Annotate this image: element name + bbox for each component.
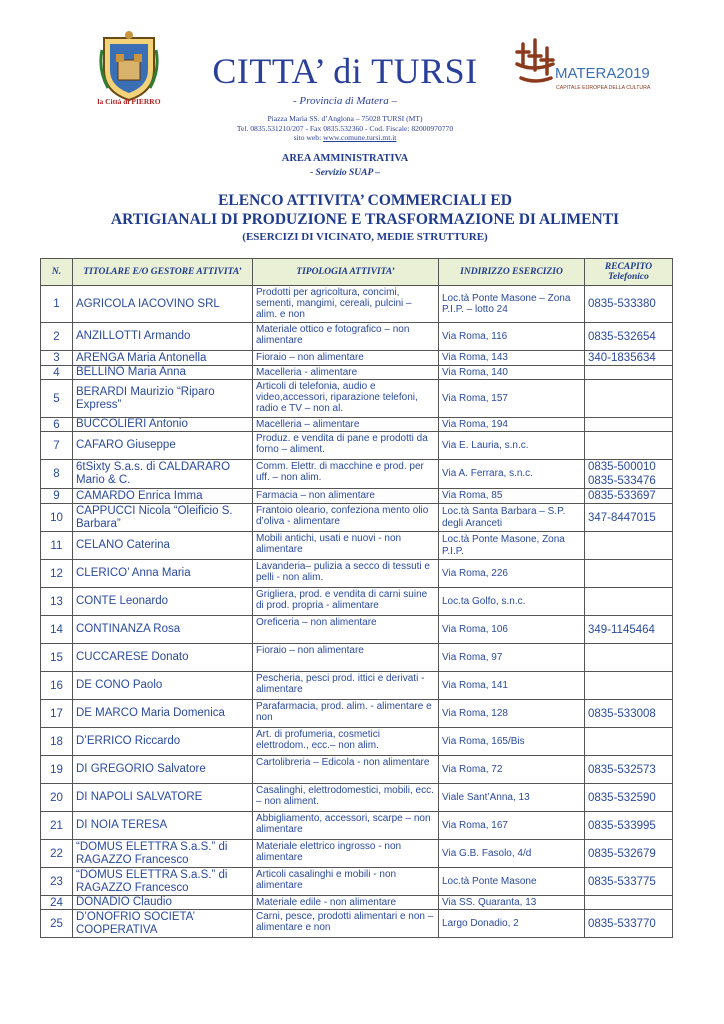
recapito-cell	[585, 418, 673, 432]
tipologia-cell: Comm. Elettr. di macchine e prod. per uff. – non alim.	[253, 460, 439, 489]
recapito-cell: 347-8447015	[585, 504, 673, 532]
recapito-cell	[585, 672, 673, 700]
doc-title-line3: (ESERCIZI DI VICINATO, MEDIE STRUTTURE)	[242, 231, 488, 243]
titolare-cell: BUCCOLIERI Antonio	[73, 418, 253, 432]
recapito-cell	[585, 532, 673, 560]
indirizzo-cell: Via E. Lauria, s.n.c.	[439, 432, 585, 460]
row-number: 2	[41, 323, 73, 351]
table-row	[41, 532, 673, 560]
tipologia-cell: Materiale elettrico ingrosso - non alimentare	[253, 840, 439, 868]
indirizzo-cell: Via G.B. Fasolo, 4/d	[439, 840, 585, 868]
tipologia-cell: Grigliera, prod. e vendita di carni suine di prod. propria - alimentare	[253, 588, 439, 616]
titolare-cell: D’ONOFRIO SOCIETA’ COOPERATIVA	[73, 910, 253, 938]
tipologia-cell: Oreficeria – non alimentare	[253, 616, 439, 644]
row-number: 4	[41, 366, 73, 380]
row-number: 8	[41, 460, 73, 489]
tipologia-cell: Farmacia – non alimentare	[253, 489, 439, 504]
recapito-cell	[585, 380, 673, 418]
area-label: AREA AMMINISTRATIVA	[281, 153, 409, 164]
recapito-cell: 0835-532590	[585, 784, 673, 812]
recapito-cell	[585, 560, 673, 588]
recapito-cell: 0835-533008	[585, 700, 673, 728]
row-number: 20	[41, 784, 73, 812]
row-number: 21	[41, 812, 73, 840]
row-number: 18	[41, 728, 73, 756]
table-row	[41, 616, 673, 644]
titolare-cell: DI NOIA TERESA	[73, 812, 253, 840]
tipologia-cell: Abbigliamento, accessori, scarpe – non alimentare	[253, 812, 439, 840]
tipologia-cell: Produz. e vendita di pane e prodotti da forno – aliment.	[253, 432, 439, 460]
titolare-cell: CLERICO’ Anna Maria	[73, 560, 253, 588]
recapito-cell	[585, 896, 673, 910]
tipologia-cell: Cartolibreria – Edicola - non alimentare	[253, 756, 439, 784]
header-recapito: RECAPITO Telefonico	[585, 259, 673, 286]
titolare-cell: CONTE Leonardo	[73, 588, 253, 616]
table-row	[41, 560, 673, 588]
recapito-cell	[585, 644, 673, 672]
tipologia-cell: Parafarmacia, prod. alim. - alimentare e non	[253, 700, 439, 728]
row-number: 13	[41, 588, 73, 616]
tipologia-cell: Macelleria - alimentare	[253, 366, 439, 380]
address-block	[195, 114, 495, 143]
titolare-cell: BELLINO Maria Anna	[73, 366, 253, 380]
indirizzo-cell: Via Roma, 143	[439, 351, 585, 366]
indirizzo-cell: Via Roma, 167	[439, 812, 585, 840]
indirizzo-cell: Via Roma, 194	[439, 418, 585, 432]
row-number: 22	[41, 840, 73, 868]
city-title: CITTA’ di TURSI	[212, 51, 478, 91]
tipologia-cell: Materiale edile - non alimentare	[253, 896, 439, 910]
tipologia-cell: Fioraio – non alimentare	[253, 351, 439, 366]
indirizzo-cell: Loc.tà Santa Barbara – S.P. degli Aranceti	[439, 504, 585, 532]
titolare-cell: CELANO Caterina	[73, 532, 253, 560]
indirizzo-cell: Loc.ta Golfo, s.n.c.	[439, 588, 585, 616]
recapito-cell	[585, 728, 673, 756]
table-row	[41, 366, 673, 380]
titolare-cell: DI NAPOLI SALVATORE	[73, 784, 253, 812]
indirizzo-cell: Viale Sant’Anna, 13	[439, 784, 585, 812]
tipologia-cell: Prodotti per agricoltura, concimi, sementi, mangimi, cereali, pulcini – alim. e non	[253, 286, 439, 323]
indirizzo-cell: Largo Donadio, 2	[439, 910, 585, 938]
activities-table	[40, 258, 673, 938]
titolare-cell: D’ERRICO Riccardo	[73, 728, 253, 756]
matera-logo-subtitle: CAPITALE EUROPEA DELLA CULTURA	[556, 85, 651, 91]
table-row	[41, 868, 673, 896]
table-row	[41, 323, 673, 351]
indirizzo-cell: Via SS. Quaranta, 13	[439, 896, 585, 910]
table-row	[41, 588, 673, 616]
tipologia-cell: Casalinghi, elettrodomestici, mobili, ecc. – non aliment.	[253, 784, 439, 812]
tipologia-cell: Pescheria, pesci prod. ittici e derivati - alimentare	[253, 672, 439, 700]
row-number: 9	[41, 489, 73, 504]
titolare-cell: CUCCARESE Donato	[73, 644, 253, 672]
indirizzo-cell: Via Roma, 157	[439, 380, 585, 418]
titolare-cell: BERARDI Maurizio “Riparo Express”	[73, 380, 253, 418]
titolare-cell: DE CONO Paolo	[73, 672, 253, 700]
table-row	[41, 504, 673, 532]
row-number: 16	[41, 672, 73, 700]
titolare-cell: “DOMUS ELETTRA S.a.S.” di RAGAZZO Francesco	[73, 868, 253, 896]
table-row	[41, 418, 673, 432]
titolare-cell: CAFARO Giuseppe	[73, 432, 253, 460]
titolare-cell: CONTINANZA Rosa	[73, 616, 253, 644]
tipologia-cell: Frantoio oleario, confeziona mento olio d’oliva - alimentare	[253, 504, 439, 532]
recapito-cell: 0835-532654	[585, 323, 673, 351]
row-number: 23	[41, 868, 73, 896]
row-number: 10	[41, 504, 73, 532]
tipologia-cell: Articoli casalinghi e mobili - non alimentare	[253, 868, 439, 896]
recapito-cell: 0835-533775	[585, 868, 673, 896]
recapito-cell: 340-1835634	[585, 351, 673, 366]
table-header-row	[41, 259, 673, 286]
row-number: 1	[41, 286, 73, 323]
recapito-cell: 0835-533995	[585, 812, 673, 840]
table-row	[41, 700, 673, 728]
recapito-cell: 0835-533380	[585, 286, 673, 323]
row-number: 19	[41, 756, 73, 784]
row-number: 11	[41, 532, 73, 560]
row-number: 5	[41, 380, 73, 418]
indirizzo-cell: Via Roma, 106	[439, 616, 585, 644]
province: - Provincia di Matera –	[292, 95, 398, 107]
titolare-cell: CAPPUCCI Nicola “Oleificio S. Barbara”	[73, 504, 253, 532]
row-number: 7	[41, 432, 73, 460]
table-row	[41, 286, 673, 323]
indirizzo-cell: Via Roma, 85	[439, 489, 585, 504]
tipologia-cell: Articoli di telefonia, audio e video,accessori, riparazione telefoni, radio e TV – non al.	[253, 380, 439, 418]
row-number: 14	[41, 616, 73, 644]
coat-of-arms-logo	[98, 30, 160, 102]
recapito-cell: 349-1145464	[585, 616, 673, 644]
matera-2019-logo	[513, 34, 663, 100]
indirizzo-cell: Loc.tà Ponte Masone	[439, 868, 585, 896]
logo-caption: la Città di PIERRO	[97, 97, 161, 106]
indirizzo-cell: Loc.tà Ponte Masone – Zona P.I.P. – lotto 24	[439, 286, 585, 323]
recapito-cell	[585, 432, 673, 460]
table-row	[41, 672, 673, 700]
titolare-cell: ANZILLOTTI Armando	[73, 323, 253, 351]
servizio-label: - Servizio SUAP –	[309, 168, 381, 178]
row-number: 12	[41, 560, 73, 588]
row-number: 15	[41, 644, 73, 672]
titolare-cell: 6tSixty S.a.s. di CALDARARO Mario & C.	[73, 460, 253, 489]
recapito-cell: 0835-533697	[585, 489, 673, 504]
matera-logo-text: MATERA2019	[555, 65, 650, 82]
indirizzo-cell: Loc.tà Ponte Masone, Zona P.I.P.	[439, 532, 585, 560]
row-number: 3	[41, 351, 73, 366]
titolare-cell: ARENGA Maria Antonella	[73, 351, 253, 366]
address-line-1: Piazza Maria SS. d’Anglona – 75028 TURSI (MT)	[267, 114, 423, 123]
row-number: 6	[41, 418, 73, 432]
doc-title-line1: ELENCO ATTIVITA’ COMMERCIALI ED	[218, 192, 512, 209]
titolare-cell: DI GREGORIO Salvatore	[73, 756, 253, 784]
indirizzo-cell: Via Roma, 226	[439, 560, 585, 588]
address-line-2: Tel. 0835.531210/207 - Fax 0835.532360 - Cod. Fiscale: 82000970770	[236, 123, 454, 133]
recapito-cell: 0835-500010 0835-533476	[585, 460, 673, 489]
website-prefix: sito web:	[293, 133, 324, 142]
indirizzo-cell: Via Roma, 116	[439, 323, 585, 351]
tipologia-cell: Mobili antichi, usati e nuovi - non alimentare	[253, 532, 439, 560]
table-row	[41, 910, 673, 938]
titolare-cell: CAMARDO Enrica Imma	[73, 489, 253, 504]
table-row	[41, 380, 673, 418]
table-row	[41, 728, 673, 756]
header-indirizzo: INDIRIZZO ESERCIZIO	[439, 259, 585, 286]
titolare-cell: AGRICOLA IACOVINO SRL	[73, 286, 253, 323]
titolare-cell: DE MARCO Maria Domenica	[73, 700, 253, 728]
website-line	[195, 133, 495, 143]
table-row	[41, 784, 673, 812]
table-row	[41, 351, 673, 366]
table-row	[41, 840, 673, 868]
table-row	[41, 644, 673, 672]
tipologia-cell: Fioraio – non alimentare	[253, 644, 439, 672]
website-link[interactable]: www.comune.tursi.mt.it	[323, 133, 397, 142]
recapito-cell: 0835-532573	[585, 756, 673, 784]
tipologia-cell: Macelleria – alimentare	[253, 418, 439, 432]
tipologia-cell: Lavanderia– pulizia a secco di tessuti e pelli - non alim.	[253, 560, 439, 588]
indirizzo-cell: Via Roma, 72	[439, 756, 585, 784]
titolare-cell: DONADIO Claudio	[73, 896, 253, 910]
indirizzo-cell: Via Roma, 141	[439, 672, 585, 700]
titolare-cell: “DOMUS ELETTRA S.a.S.” di RAGAZZO Francesco	[73, 840, 253, 868]
row-number: 25	[41, 910, 73, 938]
tipologia-cell: Art. di profumeria, cosmetici elettrodom., ecc.– non alim.	[253, 728, 439, 756]
doc-title-line2: ARTIGIANALI DI PRODUZIONE E TRASFORMAZIONE DI ALIMENTI	[110, 211, 620, 228]
tipologia-cell: Materiale ottico e fotografico – non alimentare	[253, 323, 439, 351]
table-row	[41, 489, 673, 504]
tipologia-cell: Carni, pesce, prodotti alimentari e non – alimentare e non	[253, 910, 439, 938]
indirizzo-cell: Via Roma, 97	[439, 644, 585, 672]
recapito-cell: 0835-533770	[585, 910, 673, 938]
header-tipologia: TIPOLOGIA ATTIVITA’	[253, 259, 439, 286]
header-n: N.	[41, 259, 73, 286]
indirizzo-cell: Via Roma, 128	[439, 700, 585, 728]
table-row	[41, 896, 673, 910]
header-titolare: TITOLARE E/O GESTORE ATTIVITA’	[73, 259, 253, 286]
row-number: 24	[41, 896, 73, 910]
indirizzo-cell: Via Roma, 140	[439, 366, 585, 380]
table-row	[41, 432, 673, 460]
indirizzo-cell: Via Roma, 165/Bis	[439, 728, 585, 756]
row-number: 17	[41, 700, 73, 728]
table-row	[41, 756, 673, 784]
indirizzo-cell: Via A. Ferrara, s.n.c.	[439, 460, 585, 489]
table-row	[41, 460, 673, 489]
recapito-cell: 0835-532679	[585, 840, 673, 868]
table-row	[41, 812, 673, 840]
recapito-cell	[585, 588, 673, 616]
recapito-cell	[585, 366, 673, 380]
